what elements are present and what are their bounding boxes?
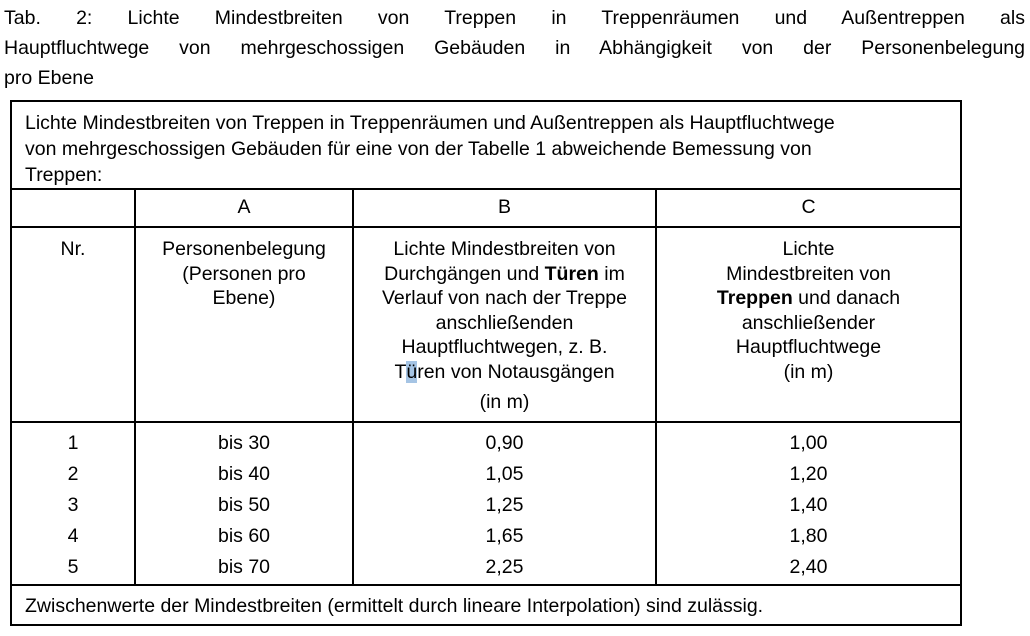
table-intro [12,102,960,190]
body-col-breite-b [354,423,657,584]
table-cell: bis 40 [217,463,271,485]
heading-line-3: pro Ebene [4,67,94,89]
header-b-text: im [598,262,625,285]
header-b-text: ren von Notausgängen [417,360,615,383]
letter-cell-a: A [136,190,354,226]
table-cell: 1,40 [789,494,828,516]
table-cell: 4 [67,525,79,547]
header-cell-treppen [657,228,960,421]
body-col-breite-c [657,423,960,584]
header-c-line: anschließender [741,311,876,334]
table-cell: 3 [67,494,79,516]
header-c-line: Hauptfluchtwege [735,336,882,358]
table-cell: 1,25 [485,494,524,516]
header-a-line: (Personen pro [182,262,306,285]
header-b-unit: (in m) [479,391,530,413]
header-b-line [354,360,655,385]
text-highlight: ü [406,360,418,383]
table-cell: 1,80 [789,525,828,547]
table-cell: 1 [67,432,79,454]
bold-treppen: Treppen [716,287,793,309]
header-c-line: Lichte [782,238,835,260]
header-b-line: anschließenden [435,311,574,334]
table-cell: 0,90 [485,432,524,454]
header-a-line: Personenbelegung [162,238,326,260]
table-cell: 5 [67,556,79,578]
header-a-line: Ebene) [212,287,276,309]
table-footnote: Zwischenwerte der Mindestbreiten (ermittelt durch lineare Interpolation) sind zulässig. [25,595,764,617]
table-cell: bis 30 [217,432,271,454]
intro-line: Treppen: [25,164,103,186]
letter-cell-c: C [801,196,816,218]
header-b-line [354,262,655,287]
header-b-line: Verlauf von nach der Treppe [382,287,627,309]
table-cell: 1,20 [789,463,828,485]
header-cell-durchgaenge-tueren [354,228,657,421]
table-cell: 2 [67,463,79,485]
table-cell: 2,40 [789,556,828,578]
header-cell-personenbelegung [136,228,354,421]
header-cell-nr [12,228,136,421]
bold-tueren: Türen [544,262,599,285]
header-c-line: Mindestbreiten von [726,262,891,285]
column-header-row [12,228,960,423]
header-b-text: T [394,360,407,383]
table-cell: 2,25 [485,556,524,578]
header-c-unit: (in m) [783,360,834,383]
table-body [12,423,960,586]
heading-line-1: Tab. 2: Lichte Mindestbreiten von Treppen in Treppenräumen und Außentreppen als [4,7,1025,29]
header-b-line: Hauptfluchtwegen, z. B. [401,336,608,358]
letter-cell-b: B [354,190,657,226]
column-letter-row [12,190,960,228]
heading-line-2: Hauptfluchtwege von mehrgeschossigen Gebäuden in Abhängigkeit von der Personenbelegung [4,37,1025,59]
header-c-text: und danach [792,287,901,309]
table-cell: 1,05 [485,463,524,485]
table-cell: bis 50 [217,494,271,516]
main-table [10,100,962,626]
table-cell: bis 70 [217,556,271,578]
intro-line: von mehrgeschossigen Gebäuden für eine von der Tabelle 1 abweichende Bemessung von [25,138,812,160]
doc-heading [4,3,1025,93]
header-b-text: Durchgängen und [384,262,545,285]
intro-line: Lichte Mindestbreiten von Treppen in Treppenräumen und Außentreppen als Hauptfluchtwege [25,112,835,134]
body-col-belegung [136,423,354,584]
letter-cell-empty [12,190,136,226]
table-cell: bis 60 [217,525,271,547]
header-b-line: Lichte Mindestbreiten von [393,238,616,260]
header-nr-label: Nr. [60,238,86,260]
body-col-nr [12,423,136,584]
table-cell: 1,65 [485,525,524,547]
table-cell: 1,00 [789,432,828,454]
header-c-line [657,286,960,311]
